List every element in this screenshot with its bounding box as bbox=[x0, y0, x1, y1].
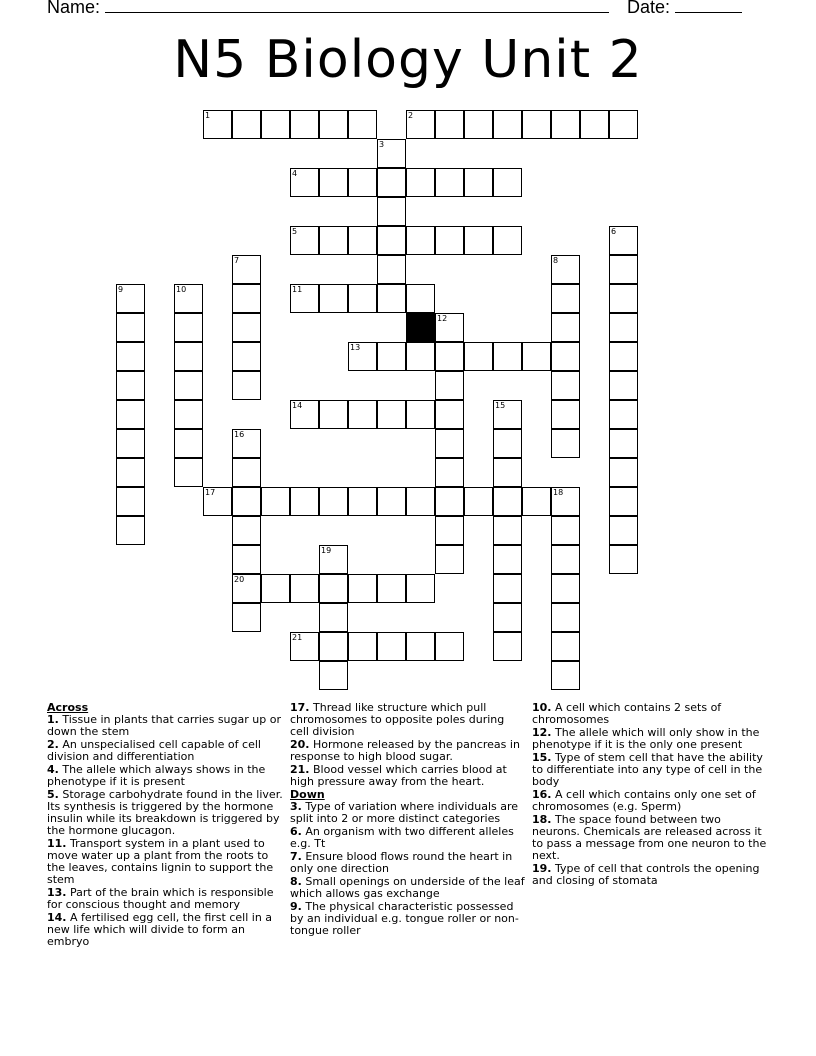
clue-number: 19 bbox=[321, 546, 332, 555]
clue-across: 4. The allele which always shows in the phenotype if it is present bbox=[47, 763, 266, 788]
grid-cell[interactable] bbox=[261, 574, 290, 603]
grid-cell[interactable] bbox=[319, 110, 348, 139]
grid-cell[interactable] bbox=[319, 168, 348, 197]
grid-cell[interactable] bbox=[377, 168, 406, 197]
grid-cell[interactable] bbox=[261, 110, 290, 139]
grid-cell[interactable] bbox=[377, 284, 406, 313]
grid-cell-5[interactable] bbox=[290, 226, 319, 255]
grid-cell[interactable] bbox=[609, 429, 638, 458]
grid-cell[interactable] bbox=[319, 284, 348, 313]
grid-cell[interactable] bbox=[522, 342, 551, 371]
grid-cell[interactable] bbox=[435, 168, 464, 197]
grid-cell[interactable] bbox=[493, 632, 522, 661]
grid-cell[interactable] bbox=[609, 284, 638, 313]
date-label: Date: bbox=[627, 0, 671, 17]
grid-cell[interactable] bbox=[232, 284, 261, 313]
grid-cell[interactable] bbox=[435, 545, 464, 574]
grid-cell[interactable] bbox=[406, 284, 435, 313]
grid-cell-16[interactable] bbox=[232, 429, 261, 458]
grid-cell[interactable] bbox=[174, 458, 203, 487]
clue-down: 19. Type of cell that controls the opening and closing of stomata bbox=[532, 862, 760, 887]
grid-cell[interactable] bbox=[464, 110, 493, 139]
grid-cell[interactable] bbox=[232, 458, 261, 487]
clue-number: 12 bbox=[437, 314, 448, 323]
grid-cell[interactable] bbox=[319, 400, 348, 429]
grid-cell[interactable] bbox=[551, 284, 580, 313]
grid-cell[interactable] bbox=[406, 226, 435, 255]
grid-cell[interactable] bbox=[319, 226, 348, 255]
clue-across: 13. Part of the brain which is responsible for conscious thought and memory bbox=[47, 886, 274, 911]
grid-cell[interactable] bbox=[319, 603, 348, 632]
clue-number: 3 bbox=[379, 140, 385, 149]
grid-cell[interactable] bbox=[232, 371, 261, 400]
clue-number: 17 bbox=[205, 488, 216, 497]
grid-cell[interactable] bbox=[551, 545, 580, 574]
clue-number: 13 bbox=[350, 343, 361, 352]
clue-down: 16. A cell which contains only one set of chromosomes (e.g. Sperm) bbox=[532, 788, 756, 813]
clue-across: 17. Thread like structure which pull chromosomes to opposite poles during cell division bbox=[290, 701, 505, 738]
clue-down: 9. The physical characteristic possessed by an individual e.g. tongue roller or non-tongue roller bbox=[290, 900, 519, 937]
grid-cell[interactable] bbox=[406, 168, 435, 197]
clue-across: 2. An unspecialised cell capable of cell division and differentiation bbox=[47, 738, 261, 763]
grid-cell-15[interactable] bbox=[493, 400, 522, 429]
grid-cell[interactable] bbox=[609, 545, 638, 574]
grid-cell-20[interactable] bbox=[232, 574, 261, 603]
grid-cell[interactable] bbox=[551, 516, 580, 545]
grid-cell[interactable] bbox=[551, 603, 580, 632]
grid-cell[interactable] bbox=[319, 487, 348, 516]
grid-cell[interactable] bbox=[116, 458, 145, 487]
clue-across: 5. Storage carbohydrate found in the liver. Its synthesis is triggered by the hormone insulin while its breakdown is triggered by the hormone glucagon. bbox=[47, 788, 283, 837]
grid-cell[interactable] bbox=[609, 458, 638, 487]
grid-cell[interactable] bbox=[609, 400, 638, 429]
grid-cell[interactable] bbox=[551, 400, 580, 429]
grid-cell-19[interactable] bbox=[319, 545, 348, 574]
clue-down: 6. An organism with two different alleles e.g. Tt bbox=[290, 825, 514, 850]
grid-cell-3[interactable] bbox=[377, 139, 406, 168]
clue-number: 8 bbox=[553, 256, 559, 265]
grid-cell[interactable] bbox=[319, 632, 348, 661]
clue-number: 6 bbox=[611, 227, 617, 236]
clue-down: 10. A cell which contains 2 sets of chromosomes bbox=[532, 701, 722, 726]
clue-down: 12. The allele which will only show in the phenotype if it is the only one present bbox=[532, 726, 760, 751]
grid-cell[interactable] bbox=[580, 110, 609, 139]
grid-cell[interactable] bbox=[609, 371, 638, 400]
grid-cell[interactable] bbox=[435, 632, 464, 661]
clue-down: 8. Small openings on underside of the leaf which allows gas exchange bbox=[290, 875, 525, 900]
grid-cell[interactable] bbox=[435, 516, 464, 545]
grid-cell[interactable] bbox=[609, 342, 638, 371]
grid-cell-9[interactable] bbox=[116, 284, 145, 313]
grid-cell[interactable] bbox=[290, 574, 319, 603]
grid-cell[interactable] bbox=[435, 429, 464, 458]
clue-down: 7. Ensure blood flows round the heart in only one direction bbox=[290, 850, 513, 875]
grid-cell[interactable] bbox=[232, 110, 261, 139]
grid-cell[interactable] bbox=[493, 458, 522, 487]
grid-cell-2[interactable] bbox=[406, 110, 435, 139]
grid-cell[interactable] bbox=[464, 168, 493, 197]
grid-cell-6[interactable] bbox=[609, 226, 638, 255]
grid-cell[interactable] bbox=[116, 516, 145, 545]
clue-number: 7 bbox=[234, 256, 240, 265]
grid-cell[interactable] bbox=[174, 313, 203, 342]
grid-cell[interactable] bbox=[377, 632, 406, 661]
grid-cell[interactable] bbox=[435, 226, 464, 255]
grid-cell[interactable] bbox=[377, 574, 406, 603]
name-label: Name: bbox=[47, 0, 101, 17]
grid-cell[interactable] bbox=[551, 574, 580, 603]
clue-number: 18 bbox=[553, 488, 564, 497]
grid-cell[interactable] bbox=[551, 313, 580, 342]
grid-cell[interactable] bbox=[290, 110, 319, 139]
clue-number: 21 bbox=[292, 633, 303, 642]
grid-cell[interactable] bbox=[493, 487, 522, 516]
grid-cell-8[interactable] bbox=[551, 255, 580, 284]
grid-cell-14[interactable] bbox=[290, 400, 319, 429]
grid-cell[interactable] bbox=[435, 371, 464, 400]
grid-cell[interactable] bbox=[348, 400, 377, 429]
clue-across: 21. Blood vessel which carries blood at high pressure away from the heart. bbox=[290, 763, 507, 788]
grid-cell[interactable] bbox=[464, 487, 493, 516]
grid-cell[interactable] bbox=[348, 110, 377, 139]
clue-number: 1 bbox=[205, 111, 211, 120]
grid-cell[interactable] bbox=[406, 487, 435, 516]
page-title: N5 Biology Unit 2 bbox=[173, 30, 643, 90]
grid-cell-11[interactable] bbox=[290, 284, 319, 313]
clue-down: 3. Type of variation where individuals are split into 2 or more distinct categories bbox=[290, 800, 519, 825]
grid-cell[interactable] bbox=[493, 516, 522, 545]
grid-cell[interactable] bbox=[174, 429, 203, 458]
grid-cell[interactable] bbox=[609, 313, 638, 342]
grid-cell-18[interactable] bbox=[551, 487, 580, 516]
grid-cell[interactable] bbox=[290, 487, 319, 516]
grid-cell[interactable] bbox=[522, 487, 551, 516]
grid-cell[interactable] bbox=[551, 371, 580, 400]
grid-cell-13[interactable] bbox=[348, 342, 377, 371]
clue-number: 16 bbox=[234, 430, 245, 439]
grid-cell[interactable] bbox=[522, 110, 551, 139]
grid-cell[interactable] bbox=[464, 226, 493, 255]
clue-across: 1. Tissue in plants that carries sugar up or down the stem bbox=[47, 713, 281, 738]
grid-cell[interactable] bbox=[232, 487, 261, 516]
clue-across: 20. Hormone released by the pancreas in response to high blood sugar. bbox=[290, 738, 520, 763]
grid-cell[interactable] bbox=[406, 400, 435, 429]
grid-cell[interactable] bbox=[609, 516, 638, 545]
clue-number: 9 bbox=[118, 285, 124, 294]
clue-across: 14. A fertilised egg cell, the first cell in a new life which will divide to form an embryo bbox=[47, 911, 273, 948]
grid-cell[interactable] bbox=[348, 574, 377, 603]
grid-cell[interactable] bbox=[261, 487, 290, 516]
grid-cell-10[interactable] bbox=[174, 284, 203, 313]
grid-cell[interactable] bbox=[493, 603, 522, 632]
grid-cell[interactable] bbox=[551, 632, 580, 661]
grid-cell[interactable] bbox=[232, 313, 261, 342]
black-square bbox=[406, 313, 435, 342]
grid-cell[interactable] bbox=[377, 197, 406, 226]
grid-cell[interactable] bbox=[551, 110, 580, 139]
clue-number: 11 bbox=[292, 285, 303, 294]
grid-cell[interactable] bbox=[377, 487, 406, 516]
grid-cell[interactable] bbox=[116, 429, 145, 458]
grid-cell[interactable] bbox=[551, 342, 580, 371]
grid-cell[interactable] bbox=[406, 632, 435, 661]
grid-cell[interactable] bbox=[493, 226, 522, 255]
grid-cell[interactable] bbox=[406, 342, 435, 371]
grid-cell[interactable] bbox=[493, 574, 522, 603]
clue-number: 4 bbox=[292, 169, 298, 178]
grid-cell-21[interactable] bbox=[290, 632, 319, 661]
grid-cell[interactable] bbox=[348, 284, 377, 313]
grid-cell[interactable] bbox=[493, 168, 522, 197]
grid-cell[interactable] bbox=[377, 226, 406, 255]
grid-cell[interactable] bbox=[609, 110, 638, 139]
grid-cell[interactable] bbox=[174, 400, 203, 429]
clues-column-1 bbox=[47, 702, 283, 949]
grid-cell-17[interactable] bbox=[203, 487, 232, 516]
grid-cell[interactable] bbox=[493, 429, 522, 458]
clue-number: 20 bbox=[234, 575, 245, 584]
grid-cell[interactable] bbox=[232, 516, 261, 545]
grid-cell[interactable] bbox=[609, 487, 638, 516]
grid-cell[interactable] bbox=[232, 603, 261, 632]
grid-cell[interactable] bbox=[348, 632, 377, 661]
grid-cell[interactable] bbox=[174, 342, 203, 371]
grid-cell[interactable] bbox=[319, 661, 348, 690]
grid-cell-4[interactable] bbox=[290, 168, 319, 197]
clue-down: 15. Type of stem cell that have the ability to differentiate into any type of cell in the body bbox=[532, 751, 763, 788]
grid-cell[interactable] bbox=[435, 342, 464, 371]
grid-cell-12[interactable] bbox=[435, 313, 464, 342]
clue-number: 2 bbox=[408, 111, 414, 120]
grid-cell[interactable] bbox=[493, 110, 522, 139]
clue-number: 10 bbox=[176, 285, 187, 294]
grid-cell[interactable] bbox=[232, 342, 261, 371]
grid-cell-7[interactable] bbox=[232, 255, 261, 284]
grid-cell[interactable] bbox=[435, 487, 464, 516]
clues-column-2 bbox=[290, 702, 526, 938]
grid-cell[interactable] bbox=[232, 545, 261, 574]
grid-cell[interactable] bbox=[348, 168, 377, 197]
grid-cell[interactable] bbox=[377, 255, 406, 284]
grid-cell[interactable] bbox=[435, 400, 464, 429]
grid-cell[interactable] bbox=[116, 487, 145, 516]
grid-cell-1[interactable] bbox=[203, 110, 232, 139]
grid-cell[interactable] bbox=[116, 313, 145, 342]
grid-cell[interactable] bbox=[377, 400, 406, 429]
across-heading: Across bbox=[47, 701, 89, 714]
grid-cell[interactable] bbox=[493, 545, 522, 574]
grid-cell[interactable] bbox=[116, 342, 145, 371]
grid-cell[interactable] bbox=[319, 574, 348, 603]
grid-cell[interactable] bbox=[406, 574, 435, 603]
grid-cell[interactable] bbox=[464, 342, 493, 371]
clue-number: 15 bbox=[495, 401, 506, 410]
clues-column-3 bbox=[532, 702, 768, 888]
grid-cell[interactable] bbox=[551, 661, 580, 690]
grid-cell[interactable] bbox=[348, 487, 377, 516]
down-heading: Down bbox=[290, 788, 325, 801]
grid-cell[interactable] bbox=[377, 342, 406, 371]
grid-cell[interactable] bbox=[435, 458, 464, 487]
grid-cell[interactable] bbox=[551, 429, 580, 458]
grid-cell[interactable] bbox=[116, 400, 145, 429]
clue-number: 14 bbox=[292, 401, 303, 410]
clue-down: 18. The space found between two neurons. Chemicals are released across it to pass a message from one neuron to the next. bbox=[532, 813, 767, 862]
grid-cell[interactable] bbox=[116, 371, 145, 400]
grid-cell[interactable] bbox=[609, 255, 638, 284]
clue-across: 11. Transport system in a plant used to move water up a plant from the roots to the leaves, contains lignin to support the stem bbox=[47, 837, 274, 886]
grid-cell[interactable] bbox=[493, 342, 522, 371]
grid-cell[interactable] bbox=[348, 226, 377, 255]
grid-cell[interactable] bbox=[435, 110, 464, 139]
clue-number: 5 bbox=[292, 227, 298, 236]
grid-cell[interactable] bbox=[174, 371, 203, 400]
